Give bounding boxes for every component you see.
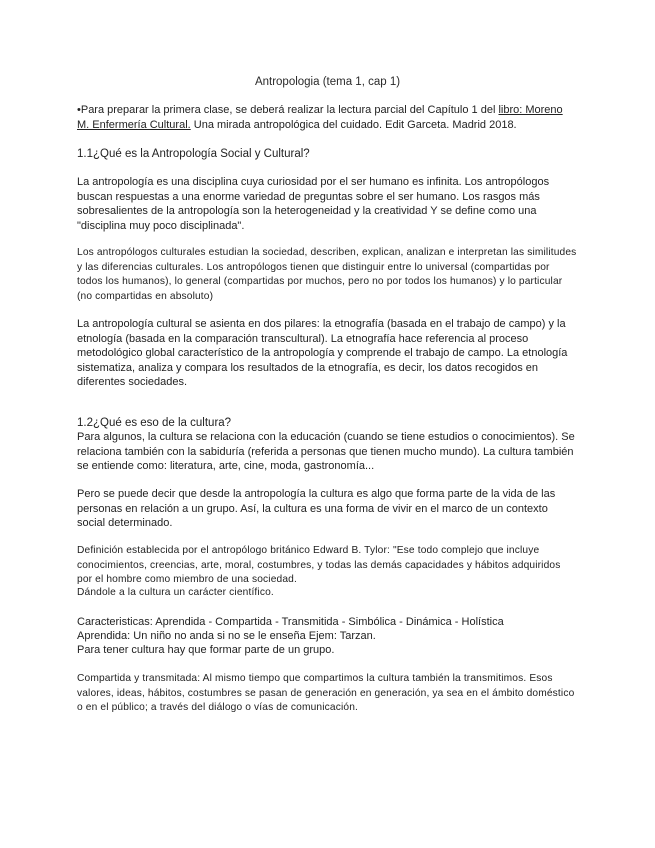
book-reference-link[interactable]: libro: Moreno M. Enfermería Cultural. — [77, 104, 563, 131]
section-2-paragraph-2: Pero se puede decir que desde la antropología la cultura es algo que forma parte de la vida de las personas en relación a un grupo. Así, la cultura es una forma de vivir en el marco de un contexto social determinado. — [77, 488, 556, 530]
scientific-character-line: Dándole a la cultura un carácter científico. — [77, 587, 274, 598]
section-2-paragraph-1: Para algunos, la cultura se relaciona con la educación (cuando se tiene estudios o conocimientos). Se relaciona también con la sabiduría (referida a personas que tienen mucho mundo). La cultura también se entiende como: literatura, arte, cine, moda, gastronomía... — [77, 431, 575, 473]
document-title: Antropologia (tema 1, cap 1) — [254, 76, 401, 88]
learned-line-2: Para tener cultura hay que formar parte de un grupo. — [77, 644, 335, 656]
intro-paragraph — [77, 103, 577, 132]
intro-prefix: •Para preparar la primera clase, se deberá realizar la lectura parcial del Capítulo 1 del — [77, 104, 499, 116]
characteristics-line: Caracteristicas: Aprendida - Compartida - Transmitida - Simbólica - Dinámica - Holística — [77, 616, 504, 628]
tylor-definition: Definición establecida por el antropólogo británico Edward B. Tylor: "Ese todo complejo que incluye conocimientos, creencias, arte, moral, costumbres, y todas las demás capacidades y hábitos adquiridos por el hombre como miembro de una sociedad. — [77, 545, 561, 586]
shared-transmitted-paragraph: Compartida y transmitada: Al mismo tiempo que compartimos la cultura también la transmitimos. Esos valores, ideas, hábitos, costumbres se pasan de generación en generación, ya sea en el ámbito doméstico o en el público; a través del diálogo o vías de comunicación. — [77, 673, 575, 714]
section-1-paragraph-1: La antropología es una disciplina cuya curiosidad por el ser humano es infinita. Los antropólogos buscan respuestas a una enorme variedad de preguntas sobre el ser humano. Los rasgos más sobresalientes de la antropología son la heterogeneidad y la creatividad Y se define como una "disciplina muy poco disciplinada". — [77, 176, 550, 232]
section-1-paragraph-2: Los antropólogos culturales estudian la sociedad, describen, explican, analizan e interpretan las similitudes y las diferencias culturales. Los antropólogos tienen que distinguir entre lo universal (compartidas por todos los humanos), lo general (compartidas por muchos, pero no por todos los humanos) y lo particular (no compartidas en absoluto) — [77, 247, 577, 302]
section-2-heading: 1.2¿Qué es eso de la cultura? — [77, 417, 232, 429]
section-1-paragraph-3: La antropología cultural se asienta en dos pilares: la etnografía (basada en el trabajo de campo) y la etnología (basada en la comparación transcultural). La etnografía hace referencia al proceso metodológico global característico de la antropología y comprende el trabajo de campo. La etnología sistematiza, analiza y compara los resultados de la etnografía, es decir, los datos recogidos en diferentes sociedades. — [77, 318, 568, 389]
learned-line-1: Aprendida: Un niño no anda si no se le enseña Ejem: Tarzan. — [77, 630, 376, 642]
section-1-heading: 1.1¿Qué es la Antropología Social y Cultural? — [77, 148, 310, 160]
intro-suffix: Una mirada antropológica del cuidado. Edit Garceta. Madrid 2018. — [190, 118, 517, 131]
